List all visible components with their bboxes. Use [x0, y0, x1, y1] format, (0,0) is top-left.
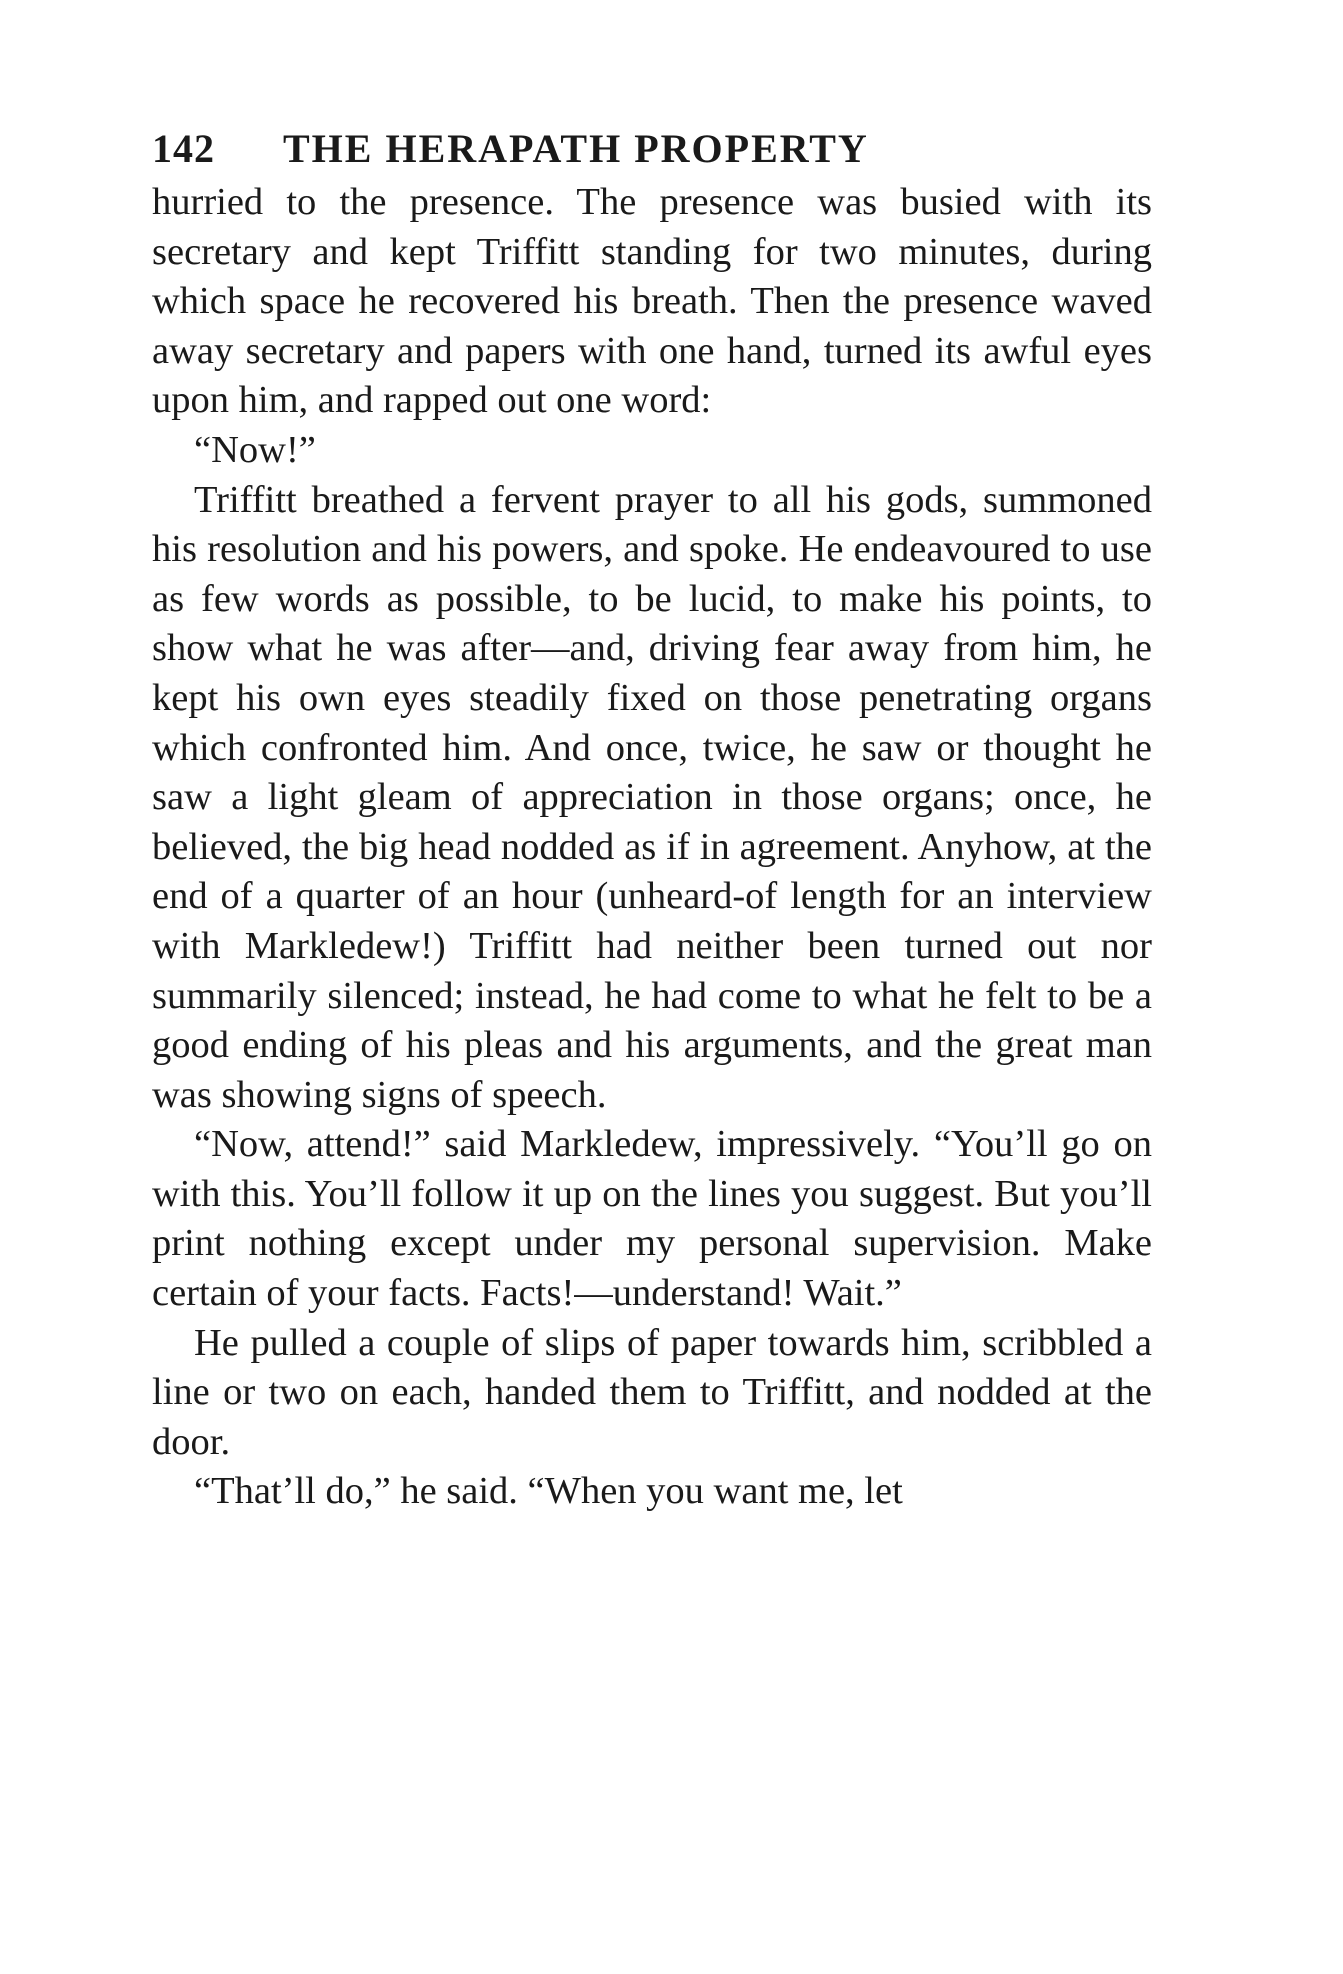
paragraph-6: “That’ll do,” he said. “When you want me, let	[194, 1470, 903, 1513]
page-header	[152, 120, 1152, 178]
page-number: 142	[152, 126, 215, 171]
paragraph-3: Triffitt breathed a fervent prayer to all his gods, summoned his resolution and his powers, and spoke. He endeavoured to use as few words as possible, to be lucid, to make his points, to show what he was after—and, driving fear away from him, he kept his own eyes steadily fixed on those penetrating organs which confronted him. And once, twice, he saw or thought he saw a light gleam of appreciation in those organs; once, he believed, the big head nodded as if in agreement. Anyhow, at the end of a quarter of an hour (unheard-of length for an interview with Markledew!) Triffitt had neither been turned out nor summarily silenced; instead, he had come to what he felt to be a good ending of his pleas and his arguments, and the great man was showing signs of speech.	[152, 478, 1152, 1116]
paragraph-1: hurried to the presence. The presence was busied with its secretary and kept Triffitt standing for two minutes, during which space he recovered his breath. Then the presence waved away secretary and papers with one hand, turned its awful eyes upon him, and rapped out one word:	[152, 181, 1152, 422]
paragraph-5: He pulled a couple of slips of paper towards him, scribbled a line or two on each, handed them to Triffitt, and nodded at the door.	[152, 1321, 1152, 1463]
paragraph-4: “Now, attend!” said Markledew, impressively. “You’ll go on with this. You’ll follow it up on the lines you suggest. But you’ll print nothing except under my personal supervision. Make certain of your facts. Facts!—understand! Wait.”	[152, 1123, 1152, 1315]
body-text	[152, 178, 1152, 1517]
running-title: THE HERAPATH PROPERTY	[283, 126, 869, 171]
paragraph-2: “Now!”	[194, 428, 316, 471]
book-page	[152, 120, 1152, 1517]
